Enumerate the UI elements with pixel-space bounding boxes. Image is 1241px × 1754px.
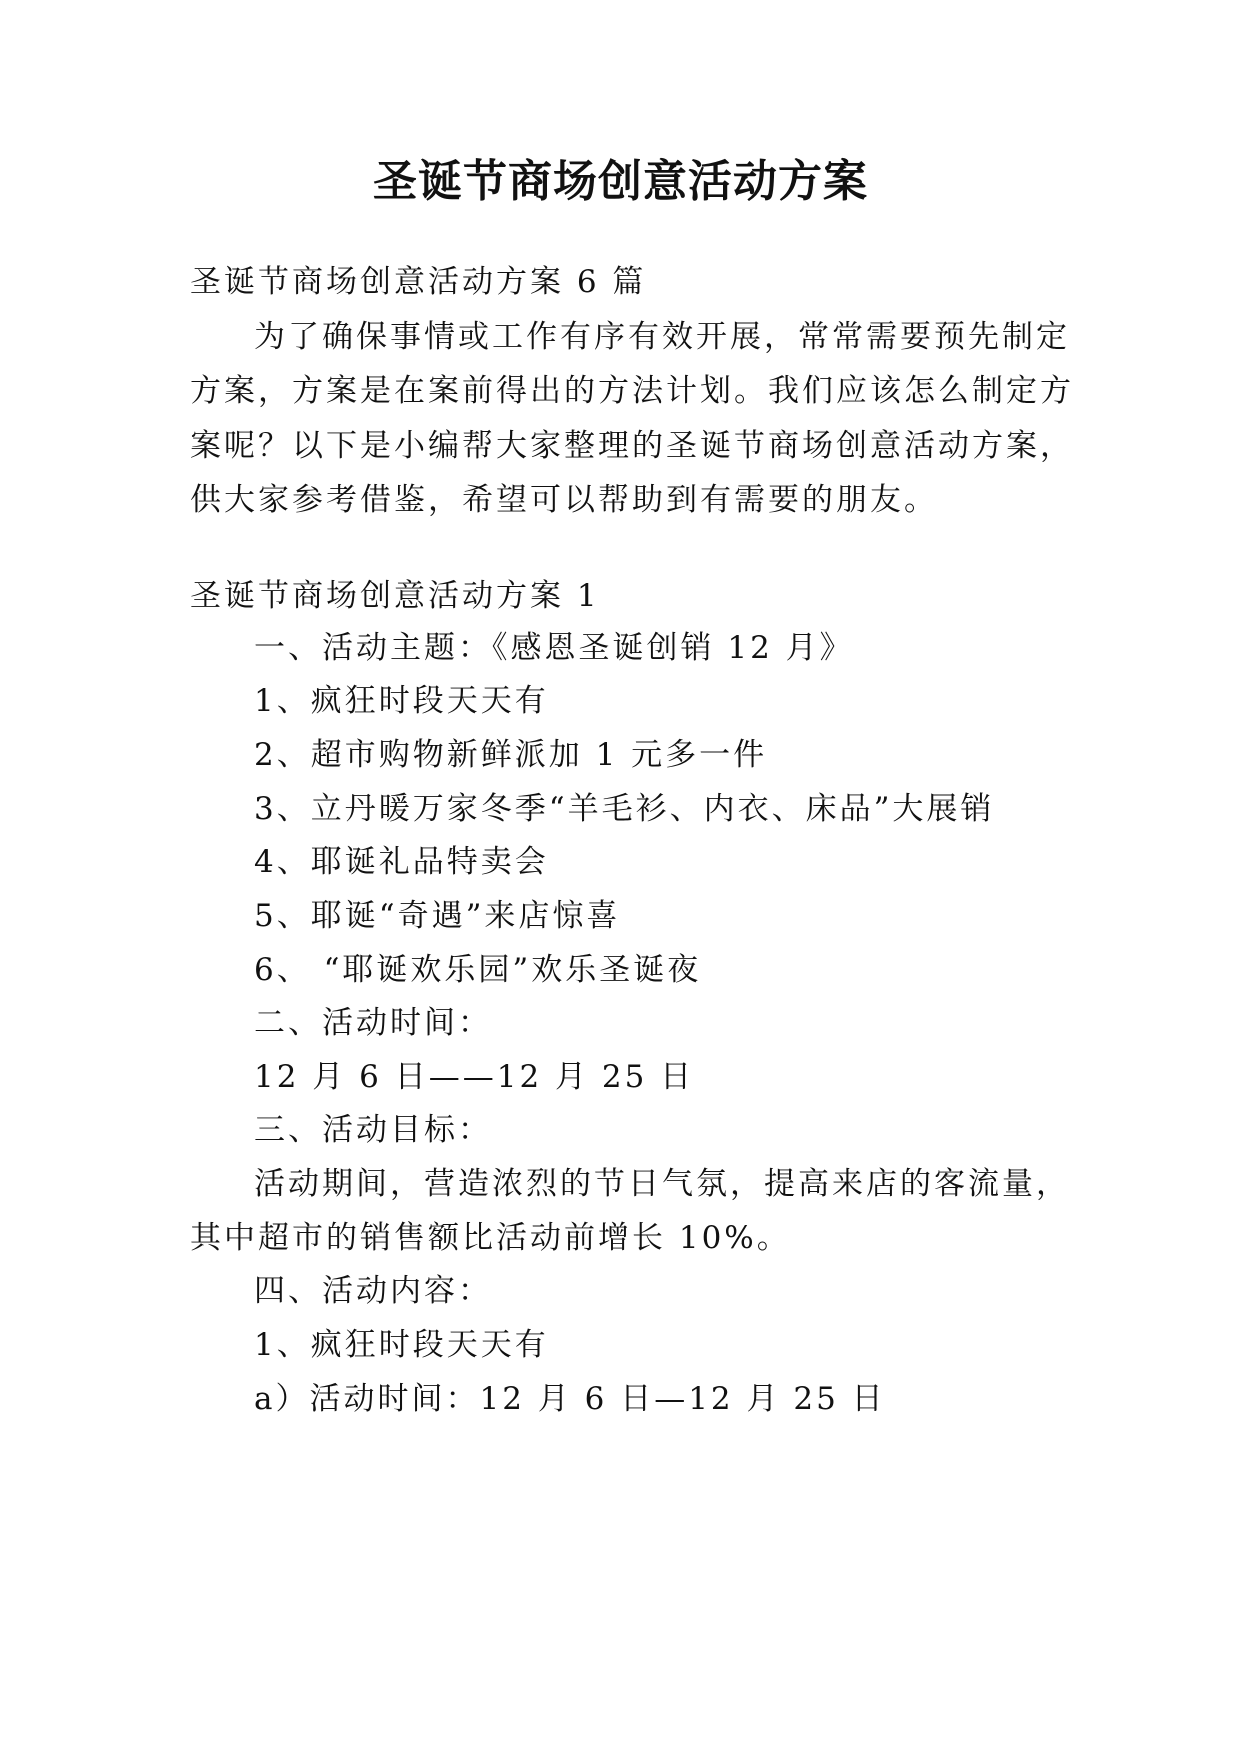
list-item-3: 3、立丹暖万家冬季“羊毛衫、内衣、床品”大展销 xyxy=(254,791,995,827)
goal-paragraph-line-1: 活动期间，营造浓烈的节日气氛，提高来店的客流量， xyxy=(254,1166,1070,1202)
goal-heading: 三、活动目标： xyxy=(254,1112,492,1148)
list-item-4: 4、耶诞礼品特卖会 xyxy=(254,844,549,880)
content-heading: 四、活动内容： xyxy=(254,1273,492,1309)
time-heading: 二、活动时间： xyxy=(254,1005,492,1041)
goal-paragraph-line-2: 其中超市的销售额比活动前增长 10%。 xyxy=(190,1220,791,1256)
list-item-5: 5、耶诞“奇遇”来店惊喜 xyxy=(254,898,621,934)
list-item-1: 1、疯狂时段天天有 xyxy=(254,683,549,719)
document-title: 圣诞节商场创意活动方案 xyxy=(373,156,868,207)
subtitle-line: 圣诞节商场创意活动方案 6 篇 xyxy=(190,264,647,300)
item-theme-heading: 一、活动主题：《感恩圣诞创销 12 月》 xyxy=(254,630,854,666)
list-item-6: 6、 “耶诞欢乐园”欢乐圣诞夜 xyxy=(254,952,702,988)
intro-paragraph-line-2: 方案，方案是在案前得出的方法计划。我们应该怎么制定方 xyxy=(190,373,1074,409)
intro-paragraph-line-1: 为了确保事情或工作有序有效开展，常常需要预先制定 xyxy=(254,319,1070,355)
content-item-1: 1、疯狂时段天天有 xyxy=(254,1327,549,1363)
intro-paragraph-line-4: 供大家参考借鉴，希望可以帮助到有需要的朋友。 xyxy=(190,482,938,518)
content-item-1a: a）活动时间：12 月 6 日—12 月 25 日 xyxy=(254,1381,886,1417)
intro-paragraph-line-3: 案呢？以下是小编帮大家整理的圣诞节商场创意活动方案， xyxy=(190,428,1074,464)
list-item-2: 2、超市购物新鲜派加 1 元多一件 xyxy=(254,737,768,773)
time-range: 12 月 6 日——12 月 25 日 xyxy=(254,1059,695,1095)
section-heading: 圣诞节商场创意活动方案 1 xyxy=(190,578,600,614)
